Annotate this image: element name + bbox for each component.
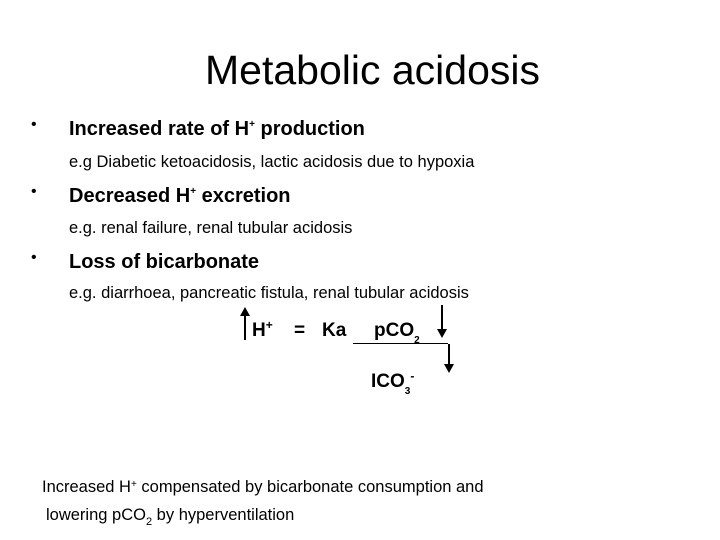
- fraction-bar: [353, 343, 448, 344]
- bullet-marker: •: [31, 183, 37, 200]
- superscript: +: [130, 479, 137, 490]
- footer-text: Increased H: [42, 478, 131, 496]
- subscript: 2: [145, 516, 153, 528]
- bullet-marker: •: [31, 249, 37, 266]
- equation-h: H: [252, 320, 266, 341]
- footer-text: compensated by bicarbonate consumption and: [136, 478, 484, 496]
- subscript: 3: [404, 386, 411, 397]
- bullet-detail-2: e.g. renal failure, renal tubular acidosis: [69, 219, 353, 237]
- equation-denominator: [371, 369, 415, 397]
- bullet-heading-text: production: [254, 118, 365, 140]
- numerator-text: pCO: [374, 320, 415, 341]
- bullet-detail-1: e.g Diabetic ketoacidosis, lactic acidosis due to hypoxia: [69, 153, 475, 171]
- equation-lhs: [252, 320, 273, 342]
- footer-text: by hyperventilation: [152, 506, 295, 524]
- subscript: 2: [414, 335, 420, 346]
- equation-numerator: [374, 320, 420, 346]
- bullet-heading-text: excretion: [196, 185, 291, 207]
- bullet-heading-2: [69, 185, 291, 208]
- equation-equals: =: [294, 320, 306, 341]
- bullet-detail-3: e.g. diarrhoea, pancreatic fistula, renal tubular acidosis: [69, 284, 469, 302]
- superscript: +: [190, 186, 197, 197]
- denominator-text: ICO: [371, 371, 405, 392]
- superscript: +: [265, 318, 273, 332]
- bullet-heading-text: Decreased H: [69, 185, 191, 207]
- up-arrow-icon: [239, 307, 251, 341]
- bullet-marker: •: [31, 116, 37, 133]
- footer-line-2: [46, 506, 295, 528]
- superscript: -: [410, 369, 415, 383]
- down-arrow-icon: [436, 305, 448, 339]
- superscript: +: [249, 119, 255, 130]
- bullet-heading-text: Increased rate of H: [69, 118, 250, 140]
- footer-text: lowering pCO: [46, 506, 146, 524]
- bullet-heading-1: [69, 118, 365, 141]
- footer-line-1: [42, 478, 484, 497]
- down-arrow-icon: [443, 344, 455, 374]
- equation-ka: Ka: [322, 320, 347, 341]
- bullet-heading-text: Loss of bicarbonate: [69, 251, 260, 273]
- bullet-heading-3: [69, 251, 259, 274]
- slide-title: Metabolic acidosis: [205, 47, 540, 93]
